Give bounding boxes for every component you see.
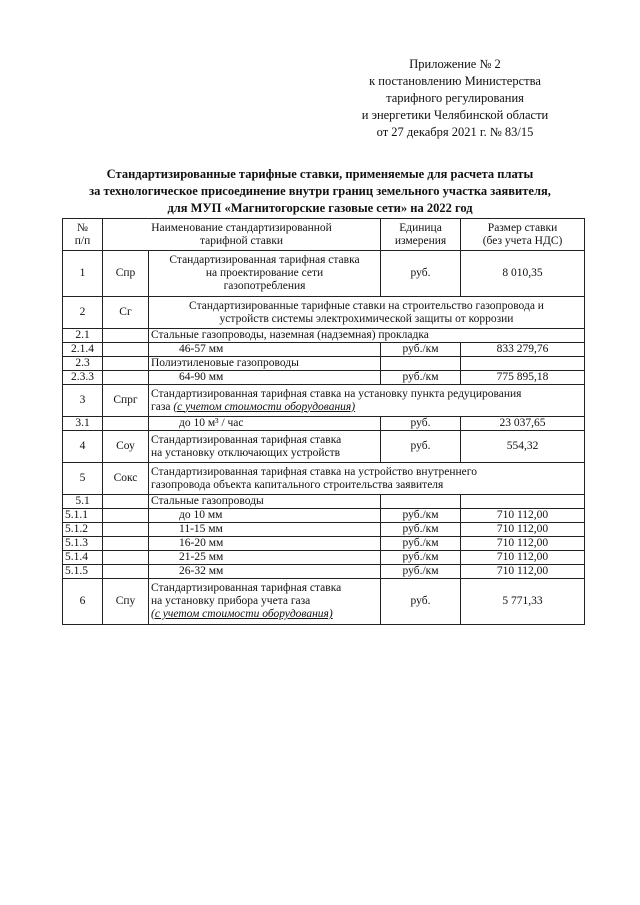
row-code <box>103 495 149 509</box>
row-code <box>103 537 149 551</box>
table-row <box>63 371 585 385</box>
row-num: 5.1.4 <box>63 551 103 565</box>
row-code <box>103 343 149 357</box>
header-num: № п/п <box>63 219 103 251</box>
row-num: 2.3 <box>63 357 103 371</box>
row-name: Стальные газопроводы <box>149 495 381 509</box>
row-value: 710 112,00 <box>461 523 585 537</box>
row-unit: руб. <box>381 579 461 625</box>
table-row <box>63 385 585 417</box>
row-code: Сокс <box>103 463 149 495</box>
row-unit: руб./км <box>381 343 461 357</box>
header-unit: Единица измерения <box>381 219 461 251</box>
row-code <box>103 417 149 431</box>
row-num: 5.1.3 <box>63 537 103 551</box>
row-num: 5.1.5 <box>63 565 103 579</box>
row-name: 21-25 мм <box>149 551 381 565</box>
row-code: Соу <box>103 431 149 463</box>
header-name: Наименование стандартизированной тарифной ставки <box>103 219 381 251</box>
table-row <box>63 343 585 357</box>
table-row <box>63 431 585 463</box>
table-row <box>63 579 585 625</box>
row-name: 16-20 мм <box>149 537 381 551</box>
row-name: 64-90 мм <box>149 371 381 385</box>
row-name: Стальные газопроводы, наземная (надземная) прокладка <box>149 329 585 343</box>
row-name: Стандартизированная тарифная ставка на установку прибора учета газа (с учетом стоимости оборудования) <box>149 579 381 625</box>
row-code: Спу <box>103 579 149 625</box>
row-unit: руб. <box>381 251 461 297</box>
row-unit: руб./км <box>381 371 461 385</box>
row-name: 46-57 мм <box>149 343 381 357</box>
title-line: для МУП «Магнитогорские газовые сети» на 2022 год <box>167 201 473 215</box>
row-num: 5.1.1 <box>63 509 103 523</box>
table-row <box>63 357 585 371</box>
row-value: 710 112,00 <box>461 509 585 523</box>
appendix-block <box>340 56 570 141</box>
row-num: 5 <box>63 463 103 495</box>
row-value: 833 279,76 <box>461 343 585 357</box>
row-num: 1 <box>63 251 103 297</box>
row-value: 23 037,65 <box>461 417 585 431</box>
row-name: Стандартизированные тарифные ставки на строительство газопровода и устройств системы электрохимической защиты от коррозии <box>149 297 585 329</box>
row-name: Стандартизированная тарифная ставка на установку пункта редуцирования газа (с учетом стоимости оборудования) <box>149 385 585 417</box>
row-value: 710 112,00 <box>461 565 585 579</box>
row-num: 3 <box>63 385 103 417</box>
row-name: Стандартизированная тарифная ставка на проектирование сети газопотребления <box>149 251 381 297</box>
row-code: Спрг <box>103 385 149 417</box>
row-value: 710 112,00 <box>461 537 585 551</box>
row-value: 554,32 <box>461 431 585 463</box>
table-row <box>63 463 585 495</box>
row-unit: руб./км <box>381 509 461 523</box>
row-unit: руб./км <box>381 551 461 565</box>
table-row <box>63 523 585 537</box>
row-value: 775 895,18 <box>461 371 585 385</box>
row-code <box>103 371 149 385</box>
row-unit: руб. <box>381 417 461 431</box>
document-title <box>60 166 580 217</box>
row-code <box>103 565 149 579</box>
row-name: 26-32 мм <box>149 565 381 579</box>
row-unit: руб./км <box>381 565 461 579</box>
table-row <box>63 509 585 523</box>
row-name: Стандартизированная тарифная ставка на устройство внутреннего газопровода объекта капитального строительства заявителя <box>149 463 585 495</box>
row-value <box>461 495 585 509</box>
table-row <box>63 251 585 297</box>
row-code: Спр <box>103 251 149 297</box>
tariff-table <box>62 218 585 625</box>
appendix-line: Приложение № 2 <box>409 57 501 71</box>
table-row <box>63 537 585 551</box>
row-value <box>461 357 585 371</box>
row-value: 5 771,33 <box>461 579 585 625</box>
row-unit: руб./км <box>381 523 461 537</box>
row-name: 11-15 мм <box>149 523 381 537</box>
row-num: 5.1 <box>63 495 103 509</box>
appendix-line: к постановлению Министерства <box>369 74 541 88</box>
row-name: до 10 м³ / час <box>149 417 381 431</box>
row-num: 4 <box>63 431 103 463</box>
title-line: за технологическое присоединение внутри границ земельного участка заявителя, <box>89 184 551 198</box>
row-num: 2.1 <box>63 329 103 343</box>
row-name: до 10 мм <box>149 509 381 523</box>
row-value: 8 010,35 <box>461 251 585 297</box>
row-unit: руб. <box>381 431 461 463</box>
row-unit <box>381 495 461 509</box>
row-code <box>103 329 149 343</box>
row-name: Стандартизированная тарифная ставка на установку отключающих устройств <box>149 431 381 463</box>
table-row <box>63 329 585 343</box>
appendix-line: тарифного регулирования <box>386 91 524 105</box>
row-code: Сг <box>103 297 149 329</box>
row-unit <box>381 357 461 371</box>
table-header-row <box>63 219 585 251</box>
row-num: 3.1 <box>63 417 103 431</box>
row-code <box>103 509 149 523</box>
table-row <box>63 417 585 431</box>
row-num: 2 <box>63 297 103 329</box>
table-row <box>63 495 585 509</box>
appendix-line: от 27 декабря 2021 г. № 83/15 <box>376 125 534 139</box>
row-num: 5.1.2 <box>63 523 103 537</box>
row-num: 2.1.4 <box>63 343 103 357</box>
row-num: 6 <box>63 579 103 625</box>
row-unit: руб./км <box>381 537 461 551</box>
table-row <box>63 551 585 565</box>
row-code <box>103 357 149 371</box>
row-num: 2.3.3 <box>63 371 103 385</box>
row-value: 710 112,00 <box>461 551 585 565</box>
appendix-line: и энергетики Челябинской области <box>361 108 549 122</box>
row-code <box>103 551 149 565</box>
row-name: Полиэтиленовые газопроводы <box>149 357 381 371</box>
table-row <box>63 297 585 329</box>
header-rate: Размер ставки (без учета НДС) <box>461 219 585 251</box>
table-row <box>63 565 585 579</box>
row-code <box>103 523 149 537</box>
title-line: Стандартизированные тарифные ставки, применяемые для расчета платы <box>106 167 534 181</box>
